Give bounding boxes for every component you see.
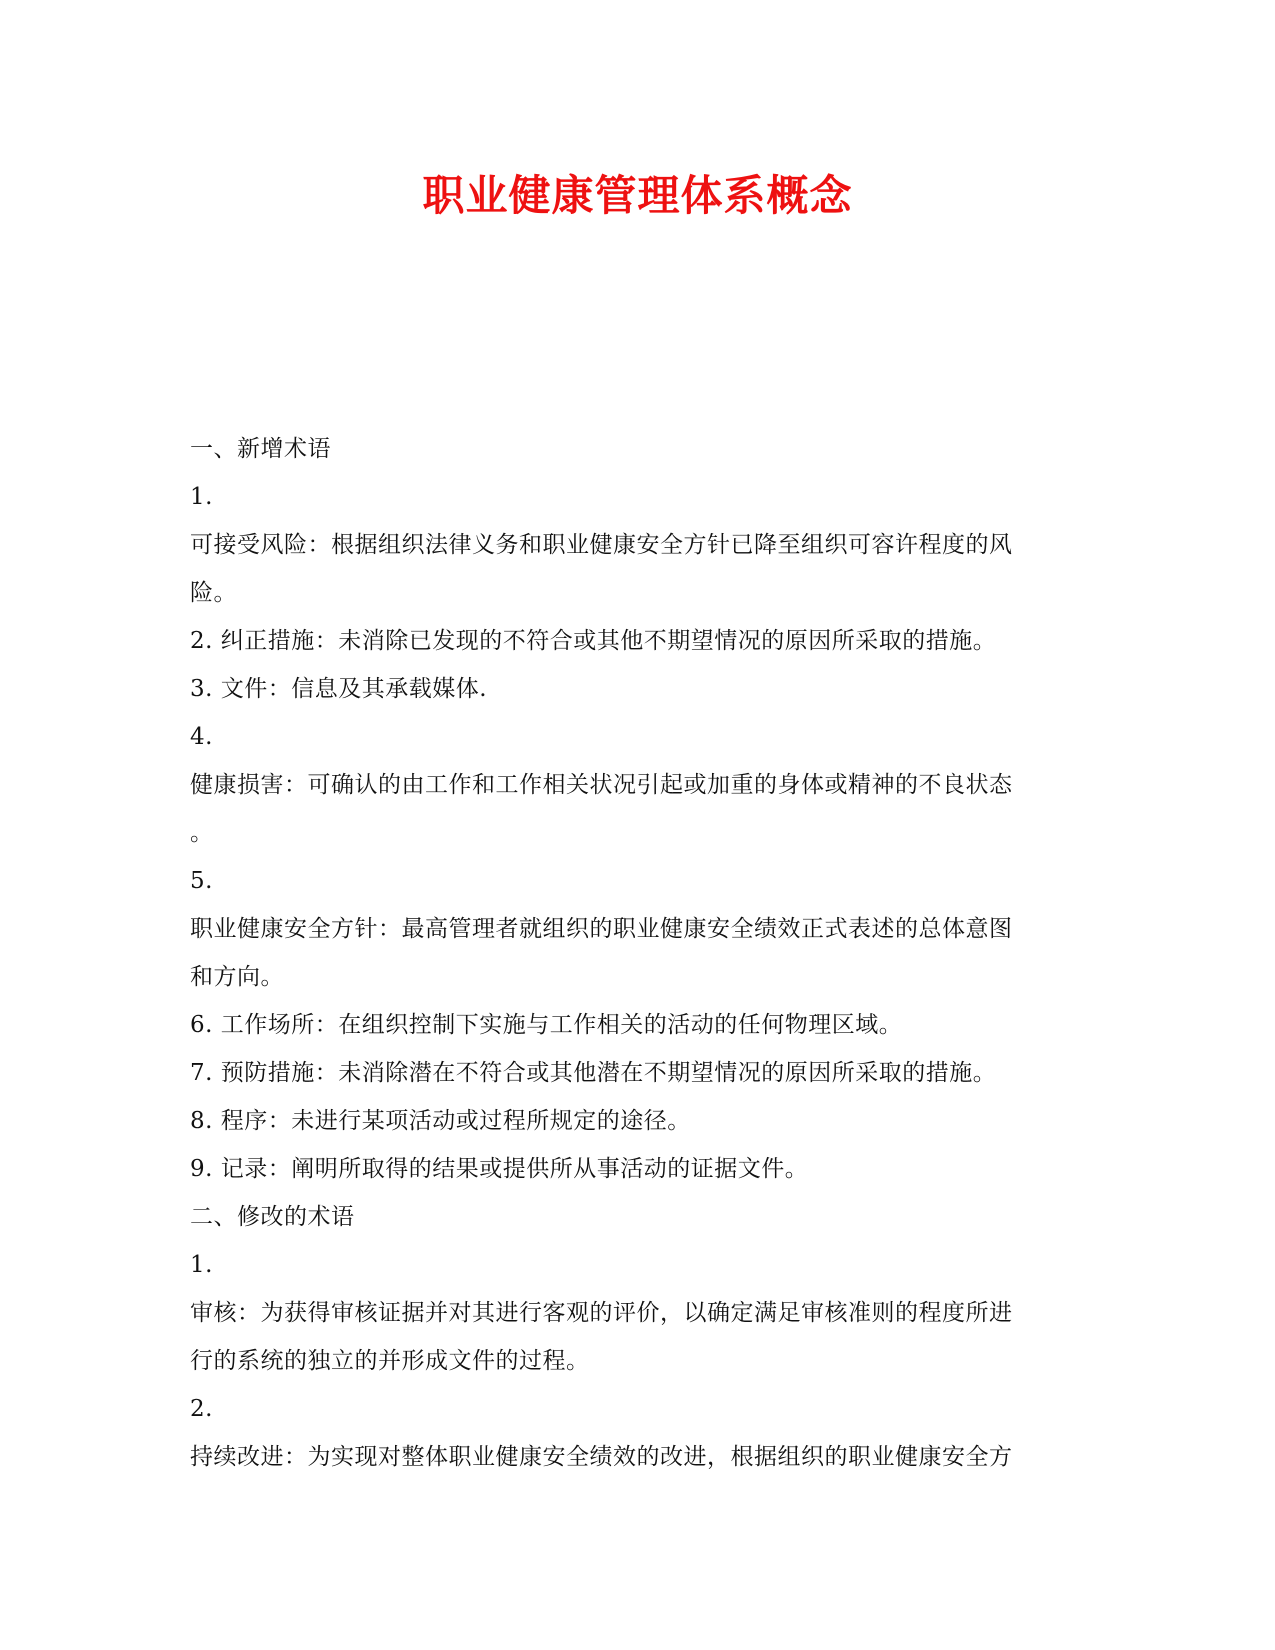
text-line: 8. 程序：未进行某项活动或过程所规定的途径。 — [190, 1108, 691, 1134]
section-heading-modified-terms: 二、修改的术语 — [190, 1204, 355, 1230]
text-line: 。 — [190, 820, 214, 846]
text-line: 4. — [190, 724, 213, 750]
section-heading-new-terms: 一、新增术语 — [190, 436, 331, 462]
text-line: 2. — [190, 1396, 213, 1422]
text-line: 7. 预防措施：未消除潜在不符合或其他潜在不期望情况的原因所采取的措施。 — [190, 1060, 997, 1086]
text-line: 1. — [190, 484, 213, 510]
text-line: 6. 工作场所：在组织控制下实施与工作相关的活动的任何物理区域。 — [190, 1012, 903, 1038]
document-title: 职业健康管理体系概念 — [422, 171, 853, 220]
text-line: 3. 文件：信息及其承载媒体. — [190, 676, 488, 702]
text-line: 2. 纠正措施：未消除已发现的不符合或其他不期望情况的原因所采取的措施。 — [190, 628, 997, 654]
text-line: 职业健康安全方针：最高管理者就组织的职业健康安全绩效正式表述的总体意图 — [190, 916, 1013, 942]
text-line: 险。 — [190, 580, 237, 606]
text-line: 健康损害：可确认的由工作和工作相关状况引起或加重的身体或精神的不良状态 — [190, 772, 1013, 798]
text-line: 和方向。 — [190, 964, 284, 990]
text-line: 5. — [190, 868, 213, 894]
text-line: 持续改进：为实现对整体职业健康安全绩效的改进，根据组织的职业健康安全方 — [190, 1444, 1013, 1470]
text-line: 1. — [190, 1252, 213, 1278]
text-line: 行的系统的独立的并形成文件的过程。 — [190, 1348, 590, 1374]
text-line: 9. 记录：阐明所取得的结果或提供所从事活动的证据文件。 — [190, 1156, 809, 1182]
document-body — [190, 425, 1070, 1481]
text-line: 审核：为获得审核证据并对其进行客观的评价，以确定满足审核准则的程度所进 — [190, 1300, 1013, 1326]
text-line: 可接受风险：根据组织法律义务和职业健康安全方针已降至组织可容许程度的风 — [190, 532, 1013, 558]
